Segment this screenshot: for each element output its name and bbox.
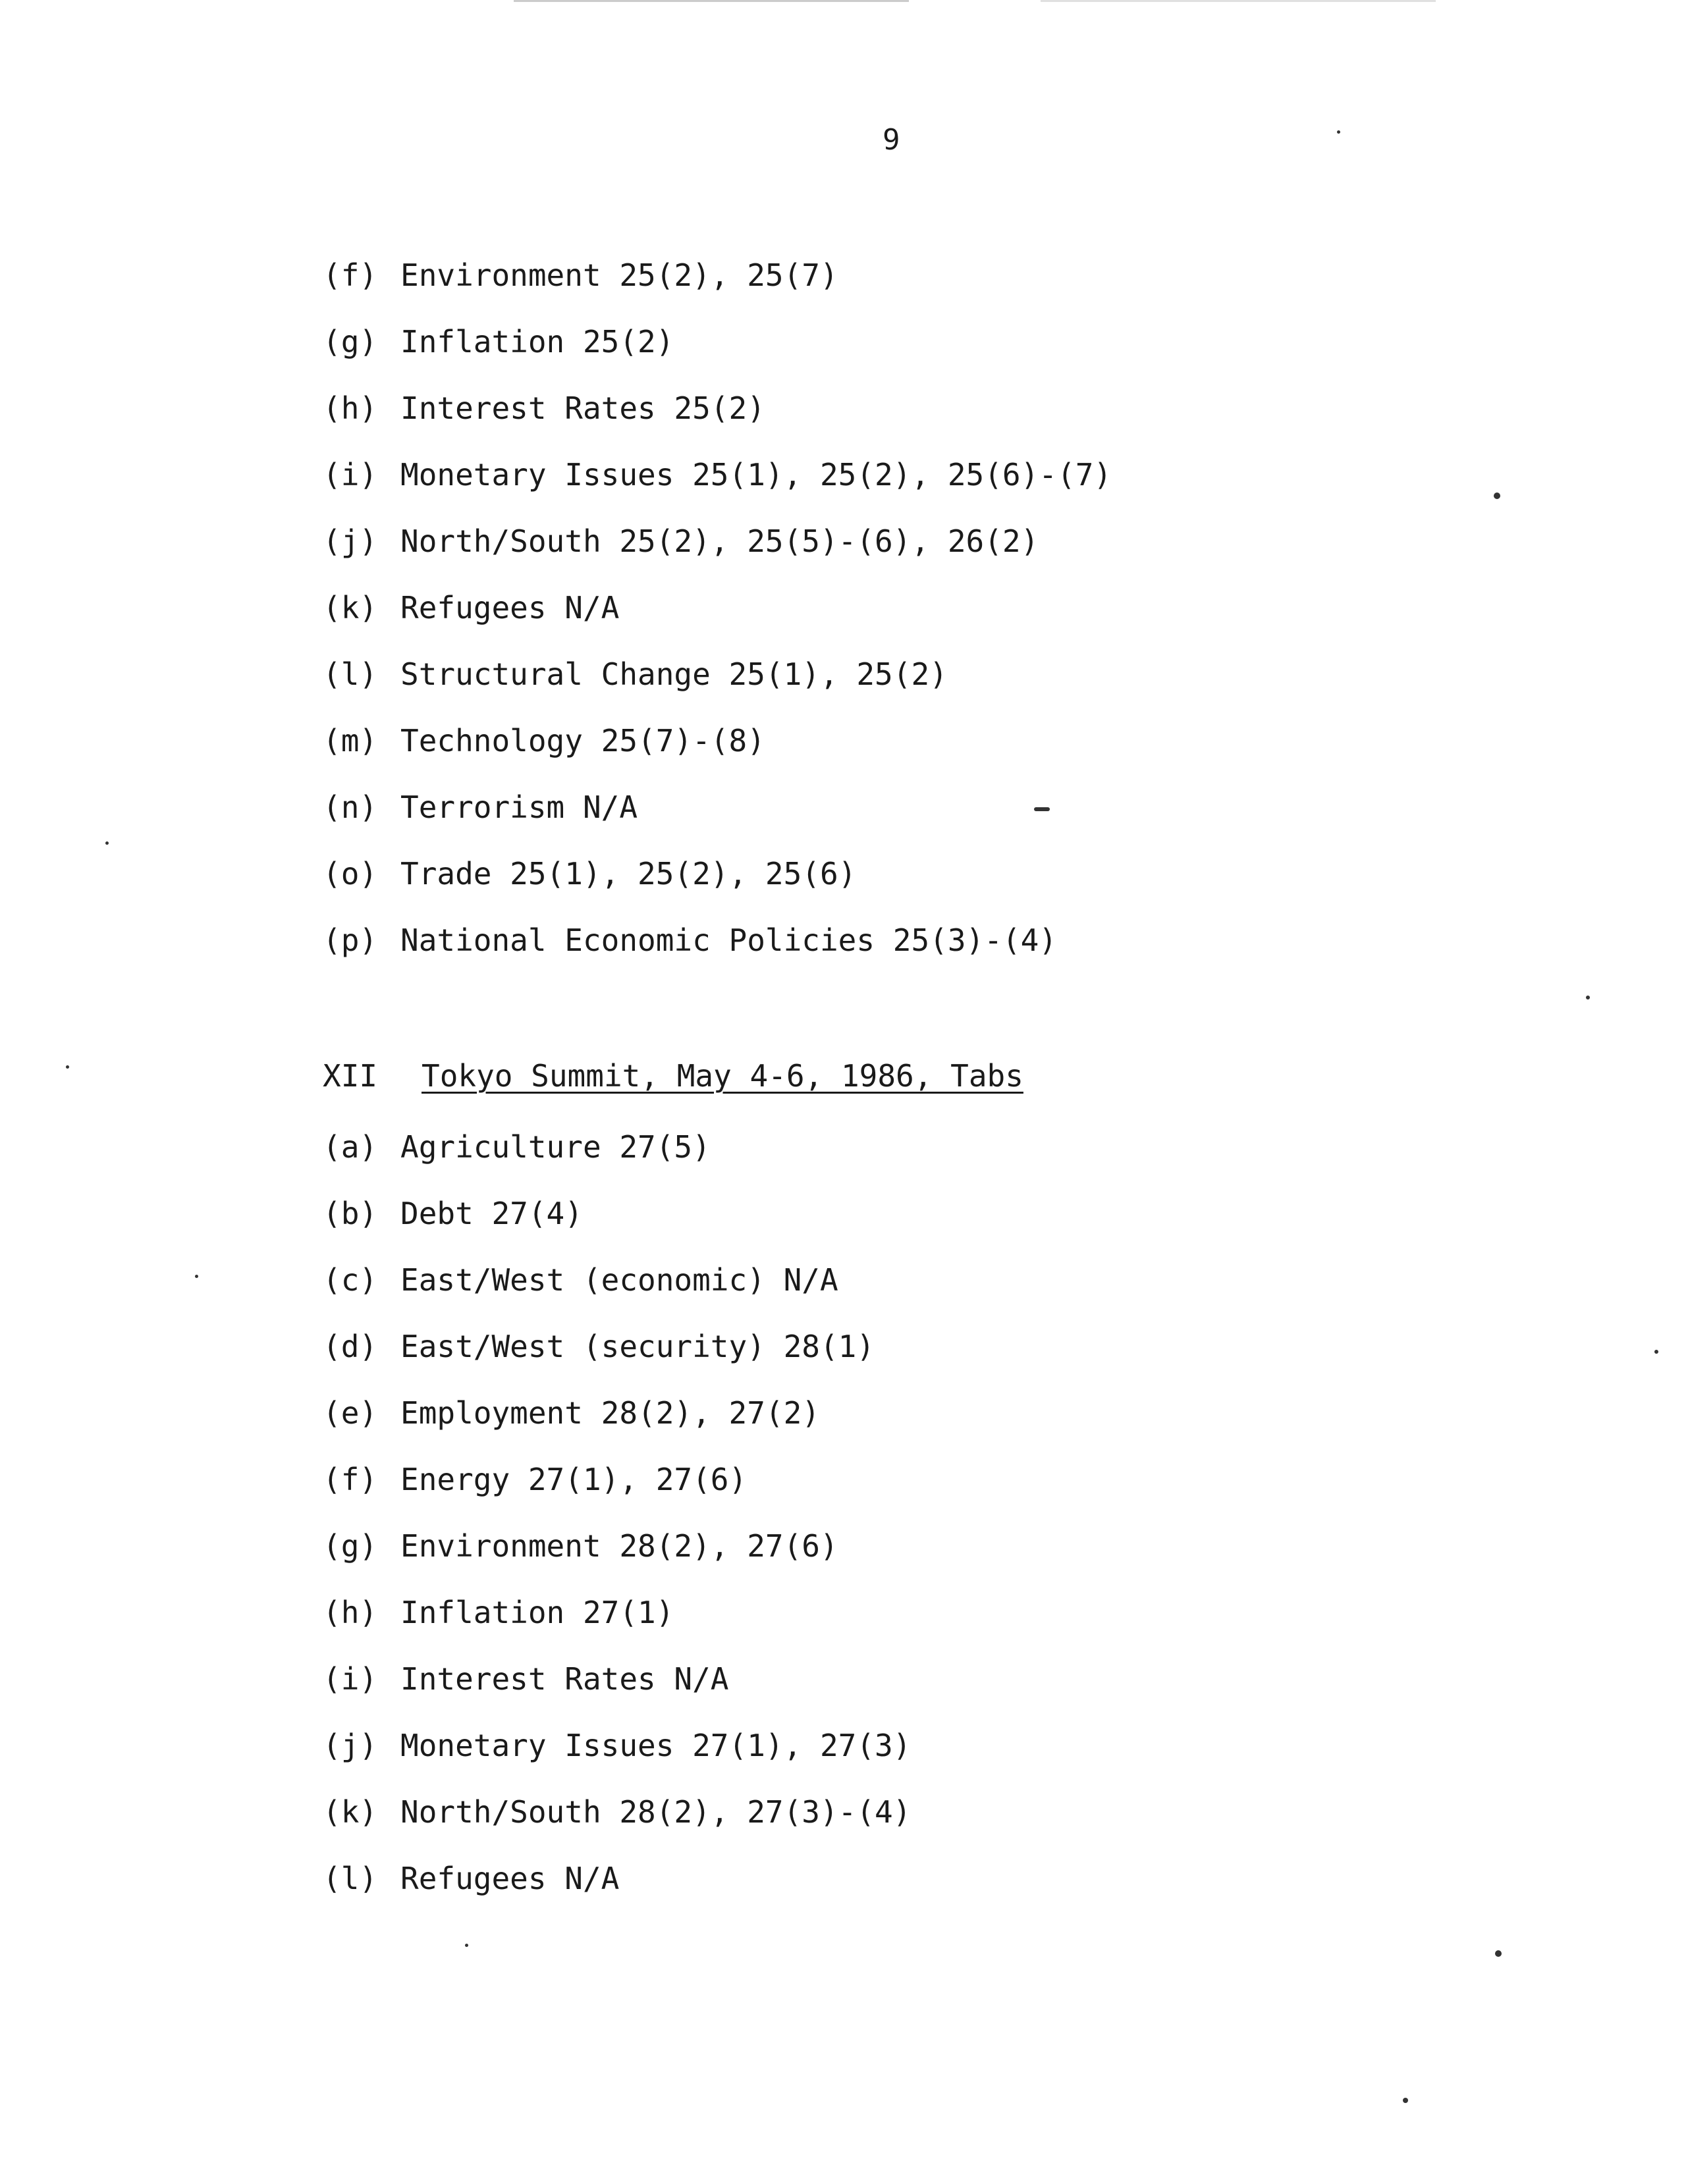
- section-heading: [323, 1056, 1023, 1096]
- item-text: Refugees N/A: [400, 590, 620, 626]
- item-text: Monetary Issues 27(1), 27(3): [400, 1728, 912, 1763]
- item-letter: (l): [323, 656, 378, 692]
- item-text: Inflation 27(1): [400, 1595, 674, 1630]
- section-title: Tokyo Summit, May 4-6, 1986, Tabs: [422, 1058, 1023, 1094]
- item-letter: (k): [323, 1794, 378, 1830]
- scan-speck: [1494, 493, 1500, 499]
- item-text: Interest Rates N/A: [400, 1661, 729, 1697]
- list-item: [323, 255, 1112, 322]
- item-text: Terrorism N/A: [400, 789, 638, 825]
- list-item: [323, 455, 1112, 521]
- item-letter: (i): [323, 457, 378, 493]
- item-letter: (o): [323, 856, 378, 892]
- item-text: Refugees N/A: [400, 1861, 620, 1896]
- item-letter: (f): [323, 257, 378, 293]
- item-letter: (b): [323, 1196, 378, 1231]
- item-letter: (f): [323, 1462, 378, 1497]
- item-letter: (g): [323, 1528, 378, 1564]
- item-text: Technology 25(7)-(8): [400, 723, 765, 759]
- list-item: [323, 920, 1112, 987]
- item-letter: (i): [323, 1661, 378, 1697]
- item-letter: (m): [323, 723, 378, 759]
- item-letter: (l): [323, 1861, 378, 1896]
- topic-index-list: [323, 255, 1112, 987]
- list-item: [323, 322, 1112, 388]
- page-number: 9: [883, 123, 900, 157]
- item-letter: (h): [323, 390, 378, 426]
- section-numeral: XII: [323, 1058, 378, 1094]
- scan-speck: [1586, 996, 1590, 999]
- item-text: Employment 28(2), 27(2): [400, 1395, 820, 1431]
- scan-edge-line: [1041, 0, 1436, 2]
- topic-index-list: [323, 1127, 911, 1925]
- item-text: Trade 25(1), 25(2), 25(6): [400, 856, 857, 892]
- list-item: [323, 1194, 911, 1260]
- list-item: [323, 654, 1112, 721]
- scan-speck: [1403, 2098, 1408, 2103]
- list-item: [323, 521, 1112, 588]
- scan-speck: [105, 841, 109, 845]
- item-text: Structural Change 25(1), 25(2): [400, 656, 948, 692]
- scan-speck: [1337, 130, 1340, 134]
- scan-speck: [66, 1065, 69, 1069]
- list-item: [323, 1859, 911, 1925]
- item-text: Interest Rates 25(2): [400, 390, 765, 426]
- list-item: [323, 721, 1112, 787]
- item-text: National Economic Policies 25(3)-(4): [400, 922, 1057, 958]
- item-letter: (n): [323, 789, 378, 825]
- item-letter: (d): [323, 1329, 378, 1364]
- scan-speck: [1654, 1350, 1658, 1354]
- list-item: [323, 1726, 911, 1792]
- list-item: [323, 388, 1112, 455]
- item-letter: (g): [323, 324, 378, 360]
- scan-speck: [465, 1944, 468, 1947]
- item-letter: (k): [323, 590, 378, 626]
- item-text: East/West (security) 28(1): [400, 1329, 875, 1364]
- item-text: North/South 25(2), 25(5)-(6), 26(2): [400, 523, 1039, 559]
- item-text: Inflation 25(2): [400, 324, 674, 360]
- item-text: Environment 28(2), 27(6): [400, 1528, 838, 1564]
- list-item: [323, 787, 1112, 854]
- scan-speck: [195, 1275, 198, 1278]
- list-item: [323, 1792, 911, 1859]
- item-text: Energy 27(1), 27(6): [400, 1462, 748, 1497]
- list-item: [323, 854, 1112, 920]
- item-letter: (p): [323, 922, 378, 958]
- item-letter: (e): [323, 1395, 378, 1431]
- list-item: [323, 1526, 911, 1593]
- list-item: [323, 588, 1112, 654]
- item-text: Environment 25(2), 25(7): [400, 257, 838, 293]
- item-text: North/South 28(2), 27(3)-(4): [400, 1794, 912, 1830]
- scan-speck: [1495, 1950, 1502, 1957]
- item-letter: (j): [323, 1728, 378, 1763]
- scan-edge-line: [514, 0, 909, 2]
- list-item: [323, 1460, 911, 1526]
- list-item: [323, 1593, 911, 1659]
- item-letter: (c): [323, 1262, 378, 1298]
- item-text: Debt 27(4): [400, 1196, 583, 1231]
- item-text: East/West (economic) N/A: [400, 1262, 838, 1298]
- list-item: [323, 1127, 911, 1194]
- item-letter: (a): [323, 1129, 378, 1165]
- list-item: [323, 1393, 911, 1460]
- list-item: [323, 1260, 911, 1327]
- item-text: Agriculture 27(5): [400, 1129, 711, 1165]
- item-letter: (h): [323, 1595, 378, 1630]
- list-item: [323, 1327, 911, 1393]
- item-text: Monetary Issues 25(1), 25(2), 25(6)-(7): [400, 457, 1112, 493]
- list-item: [323, 1659, 911, 1726]
- item-letter: (j): [323, 523, 378, 559]
